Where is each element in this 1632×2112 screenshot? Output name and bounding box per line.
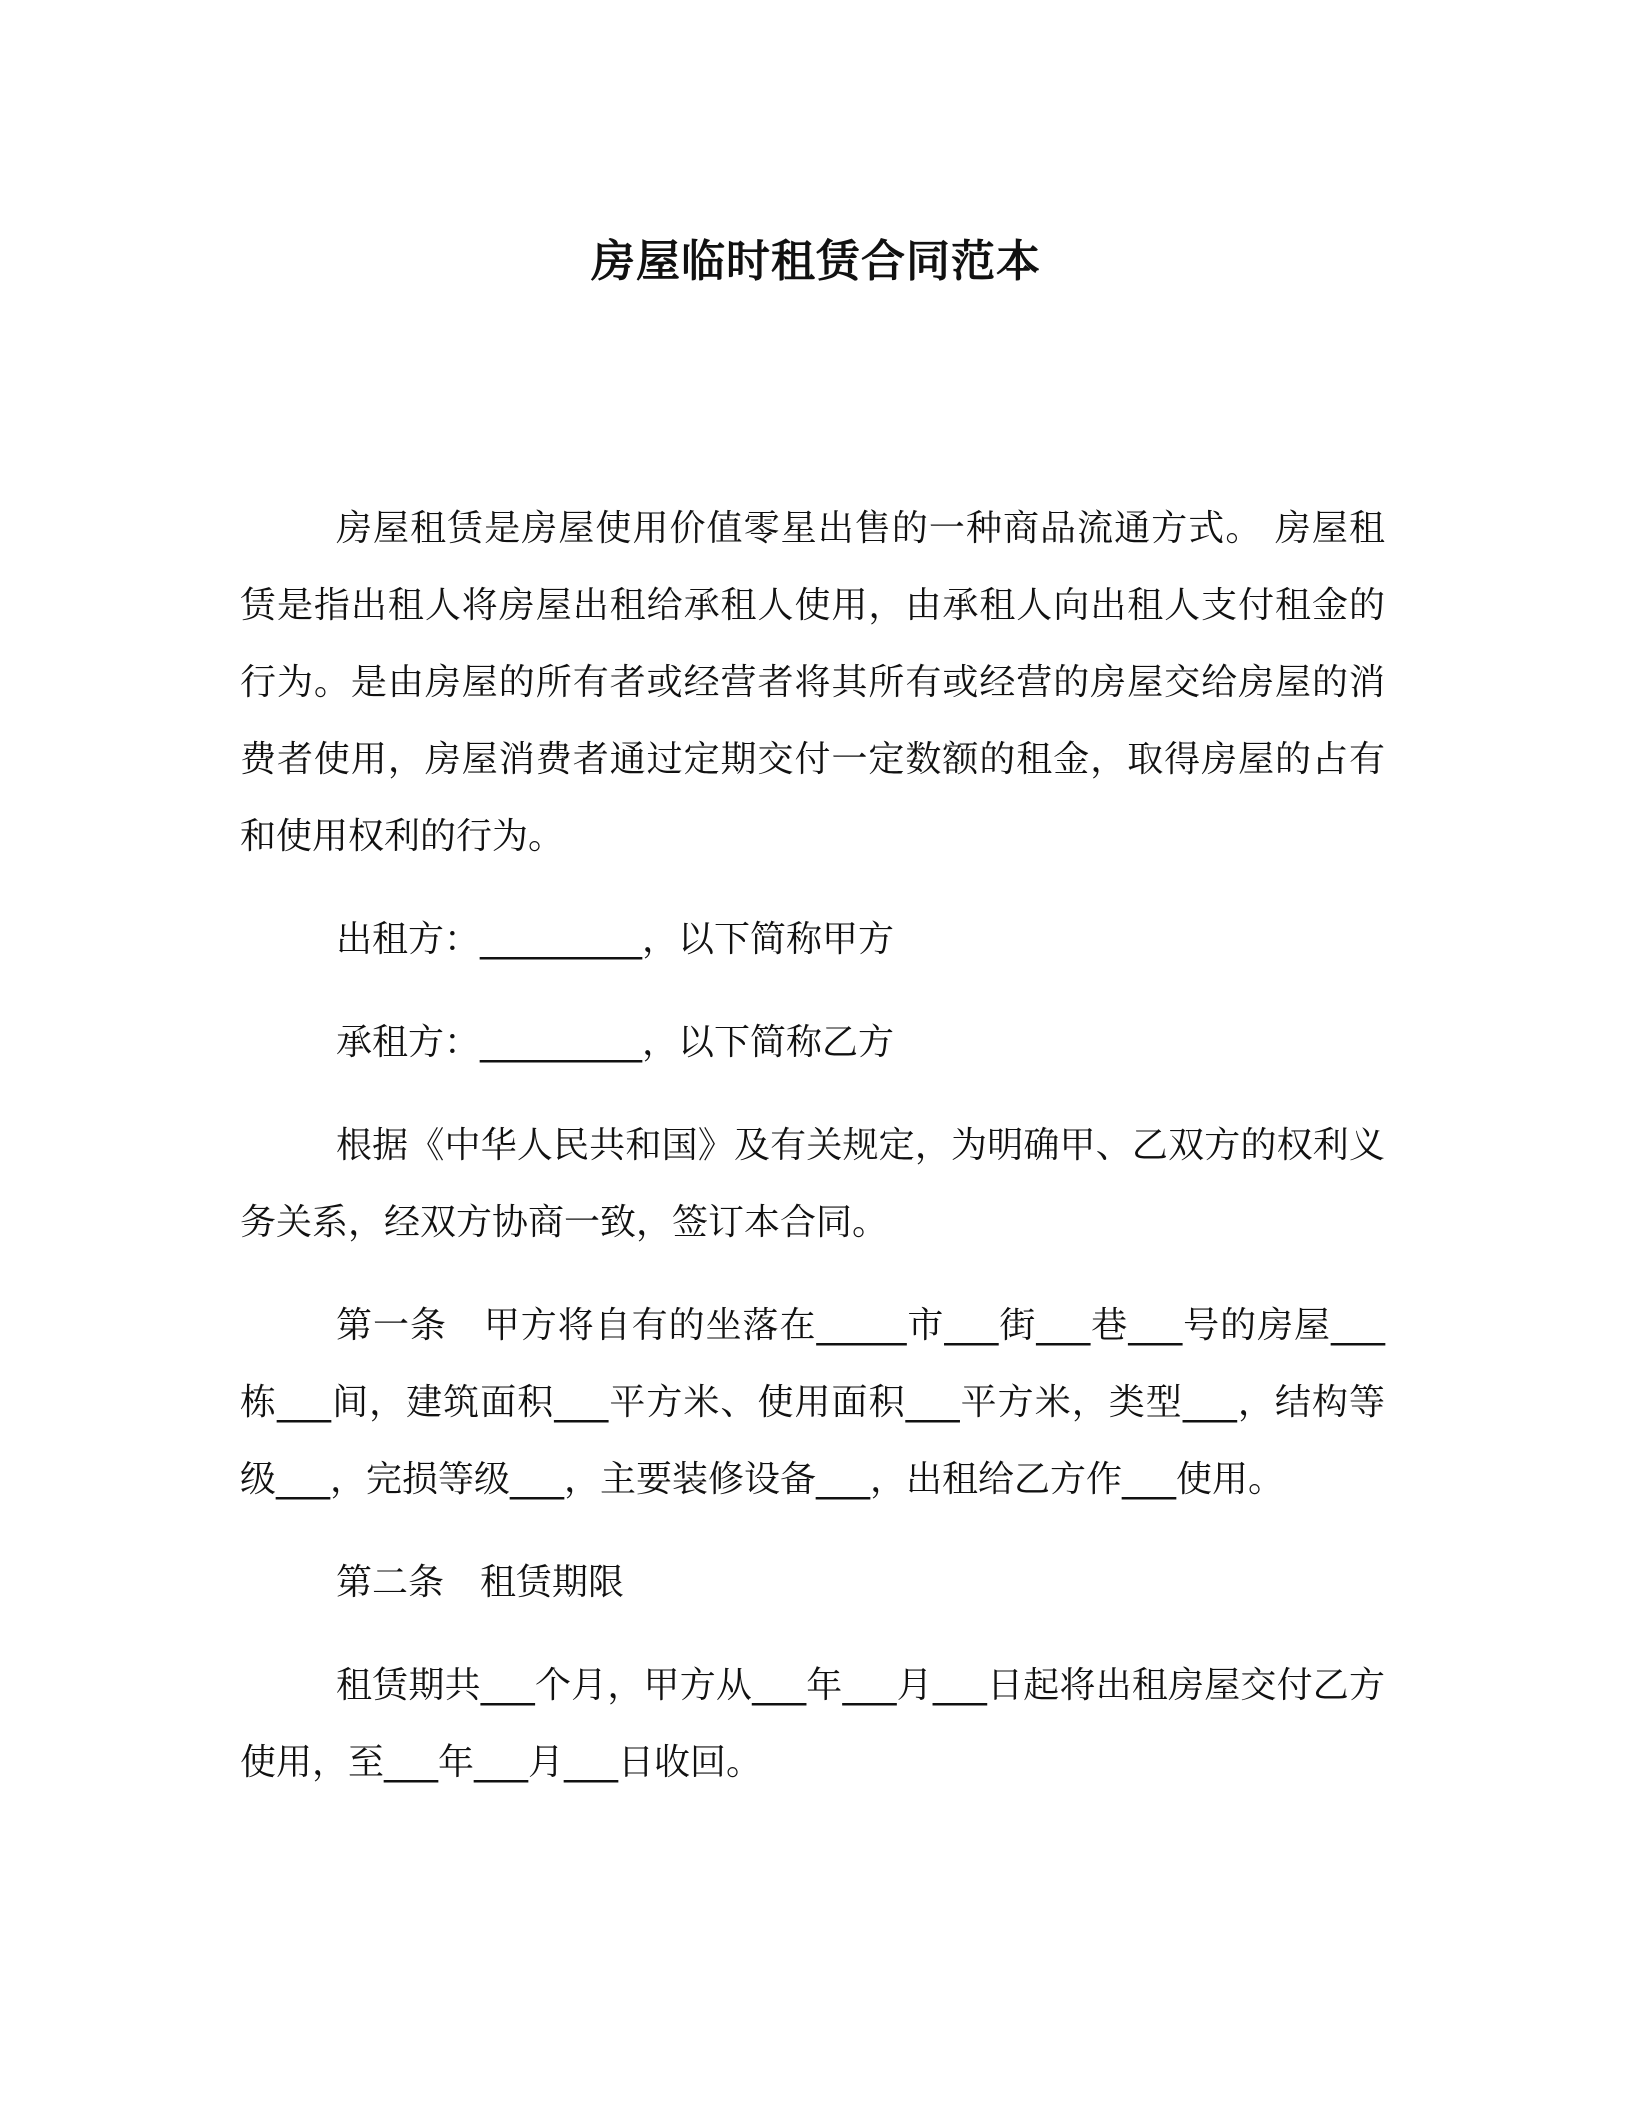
- intro-paragraph: 房屋租赁是房屋使用价值零星出售的一种商品流通方式。 房屋租赁是指出租人将房屋出租给承租人使用，由承租人向出租人支付租金的行为。是由房屋的所有者或经营者将其所有或经营的房屋交给房屋的消费者使用，房屋消费者通过定期交付一定数额的租金，取得房屋的占有和使用权利的行为。: [240, 508, 1385, 857]
- basis-paragraph: 根据《中华人民共和国》及有关规定，为明确甲、乙双方的权利义务关系，经双方协商一致，签订本合同。: [240, 1125, 1385, 1243]
- document-title: 房屋临时租赁合同范本: [591, 236, 1041, 287]
- article-1-paragraph: 第一条 甲方将自有的坐落在_____市___街___巷___号的房屋___栋___间，建筑面积___平方米、使用面积___平方米，类型___，结构等级___，完损等级___，主要装修设备___，出租给乙方作___使用。: [240, 1305, 1385, 1500]
- lessor-line: 出租方：_________，以下简称甲方: [336, 919, 895, 960]
- document-body: [240, 490, 1385, 1827]
- article-2-heading: 第二条 租赁期限: [336, 1562, 625, 1603]
- lease-term-paragraph: 租赁期共___个月，甲方从___年___月___日起将出租房屋交付乙方使用，至___年___月___日收回。: [240, 1665, 1385, 1783]
- lessee-line: 承租方：_________，以下简称乙方: [336, 1022, 895, 1063]
